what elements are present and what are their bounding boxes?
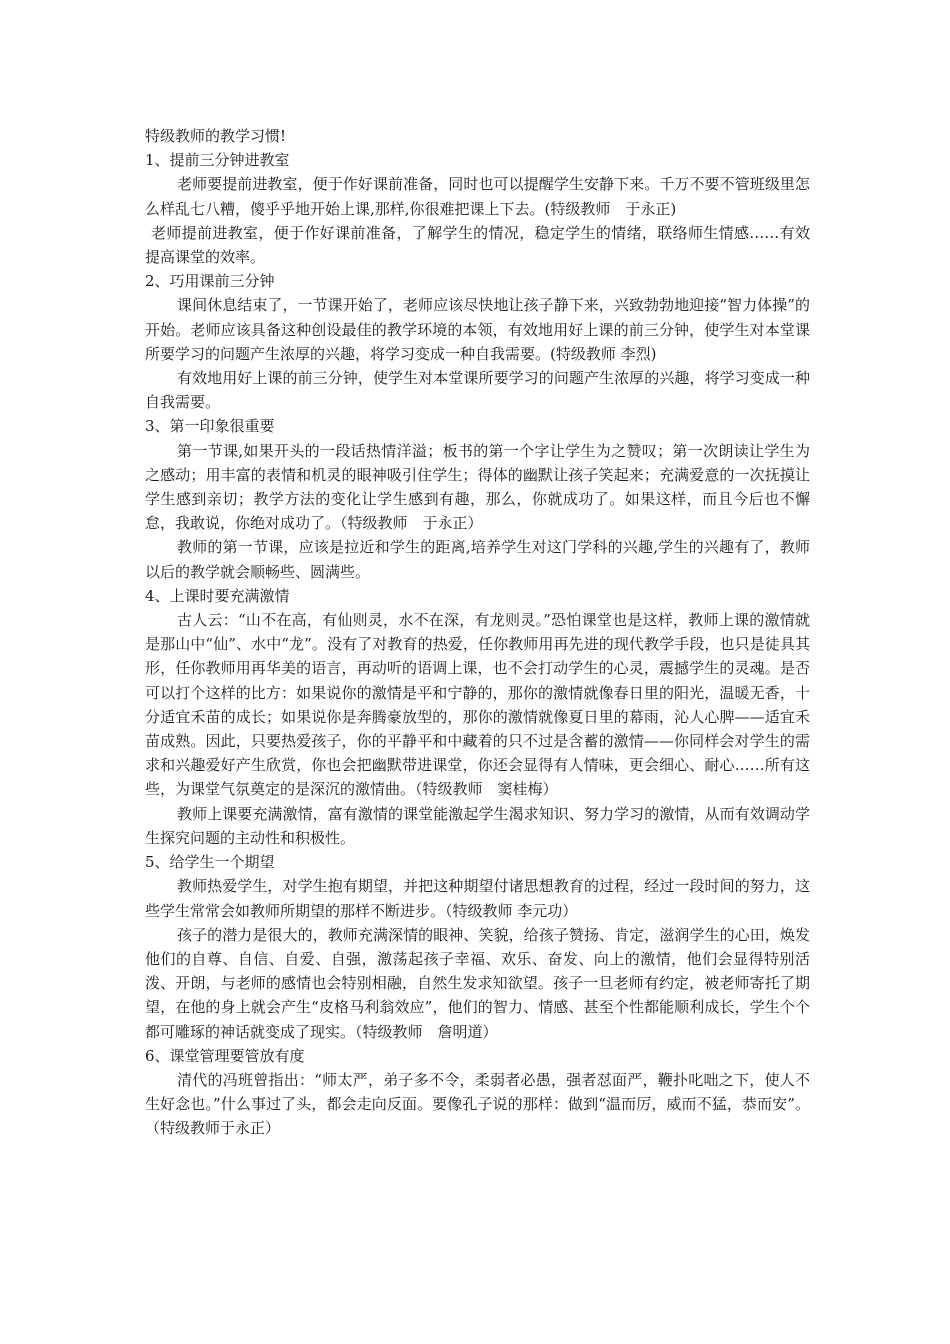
section-5-paragraph-1: 教师热爱学生，对学生抱有期望，并把这种期望付诸思想教育的过程，经过一段时间的努力，这些学生常常会如教师所期望的那样不断进步。（特级教师 李元功） bbox=[145, 877, 810, 920]
section-heading-2: 2、巧用课前三分钟 bbox=[145, 272, 275, 291]
section-5-paragraph-2: 孩子的潜力是很大的，教师充满深情的眼神、笑貌，给孩子赞扬、肯定，滋润学生的心田，焕发他们的自尊、自信、自爱、自强，激荡起孩子幸福、欢乐、奋发、向上的激情，他们会显得特别活泼、开朗，与老师的感情也会特别相融，自然生发求知欲望。孩子一旦老师有约定，被老师寄托了期望，在他的身上就会产生“皮格马利翁效应”，他们的智力、情感、甚至个性都能顺利成长，学生个个都可雕琢的神话就变成了现实。（特级教师 詹明道） bbox=[145, 925, 810, 1041]
section-heading-1: 1、提前三分钟进教室 bbox=[145, 151, 290, 170]
section-3-paragraph-2: 教师的第一节课，应该是拉近和学生的距离,培养学生对这门学科的兴趣,学生的兴趣有了，教师以后的教学就会顺畅些、圆满些。 bbox=[145, 538, 810, 581]
section-1-paragraph-1: 老师要提前进教室，便于作好课前准备，同时也可以提醒学生安静下来。千万不要不管班级里怎么样乱七八糟，傻乎乎地开始上课,那样,你很难把课上下去。(特级教师 于永正) bbox=[145, 175, 810, 218]
section-heading-5: 5、给学生一个期望 bbox=[145, 853, 275, 872]
section-4-paragraph-2: 教师上课要充满激情，富有激情的课堂能激起学生渴求知识、努力学习的激情，从而有效调动学生探究问题的主动性和积极性。 bbox=[145, 804, 810, 847]
section-heading-6: 6、课堂管理要管放有度 bbox=[145, 1046, 305, 1065]
section-heading-4: 4、上课时要充满激情 bbox=[145, 586, 290, 605]
section-6-paragraph-1: 清代的冯班曾指出：“师太严，弟子多不令，柔弱者必愚，强者怼面严，鞭扑叱咄之下，使人不生好念也。”什么事过了头，都会走向反面。要像孔子说的那样：做到“温而厉，威而不猛，恭而安”。（特级教师于永正） bbox=[145, 1070, 810, 1138]
section-2-paragraph-2: 有效地用好上课的前三分钟，使学生对本堂课所要学习的问题产生浓厚的兴趣，将学习变成一种自我需要。 bbox=[145, 369, 810, 412]
document-title: 特级教师的教学习惯! bbox=[145, 127, 287, 145]
document-page bbox=[145, 124, 810, 1141]
section-heading-3: 3、第一印象很重要 bbox=[145, 417, 275, 436]
section-3-paragraph-1: 第一节课,如果开头的一段话热情洋溢；板书的第一个字让学生为之赞叹；第一次朗读让学生为之感动；用丰富的表情和机灵的眼神吸引住学生；得体的幽默让孩子笑起来；充满爱意的一次抚摸让学生感到亲切；教学方法的变化让学生感到有趣，那么，你就成功了。如果这样，而且今后也不懈怠，我敢说，你绝对成功了。（特级教师 于永正） bbox=[145, 441, 810, 533]
section-2-paragraph-1: 课间休息结束了，一节课开始了，老师应该尽快地让孩子静下来，兴致勃勃地迎接“智力体操”的开始。老师应该具备这种创设最佳的教学环境的本领，有效地用好上课的前三分钟，使学生对本堂课所要学习的问题产生浓厚的兴趣，将学习变成一种自我需要。(特级教师 李烈) bbox=[145, 296, 810, 363]
section-1-paragraph-2: 老师提前进教室，便于作好课前准备，了解学生的情况，稳定学生的情绪，联络师生情感……有效提高课堂的效率。 bbox=[145, 223, 810, 267]
section-4-paragraph-1: 古人云：“山不在高，有仙则灵，水不在深，有龙则灵。”恐怕课堂也是这样，教师上课的激情就是那山中“仙”、水中“龙”。没有了对教育的热爱，任你教师用再先进的现代教学手段，也只是徒具其形，任你教师用再华美的语言，再动听的语调上课，也不会打动学生的心灵，震撼学生的灵魂。是否可以打个这样的比方：如果说你的激情是平和宁静的，那你的激情就像春日里的阳光，温暖无香，十分适宜禾苗的成长；如果说你是奔腾豪放型的，那你的激情就像夏日里的幕雨，沁人心脾——适宜禾苗成熟。因此，只要热爱孩子，你的平静平和中藏着的只不过是含蓄的激情——你同样会对学生的需求和兴趣爱好产生欣赏，你也会把幽默带进课堂，你还会显得有人情味，更会细心、耐心……所有这些，为课堂气氛奠定的是深沉的激情曲。（特级教师 窦桂梅） bbox=[145, 611, 810, 799]
